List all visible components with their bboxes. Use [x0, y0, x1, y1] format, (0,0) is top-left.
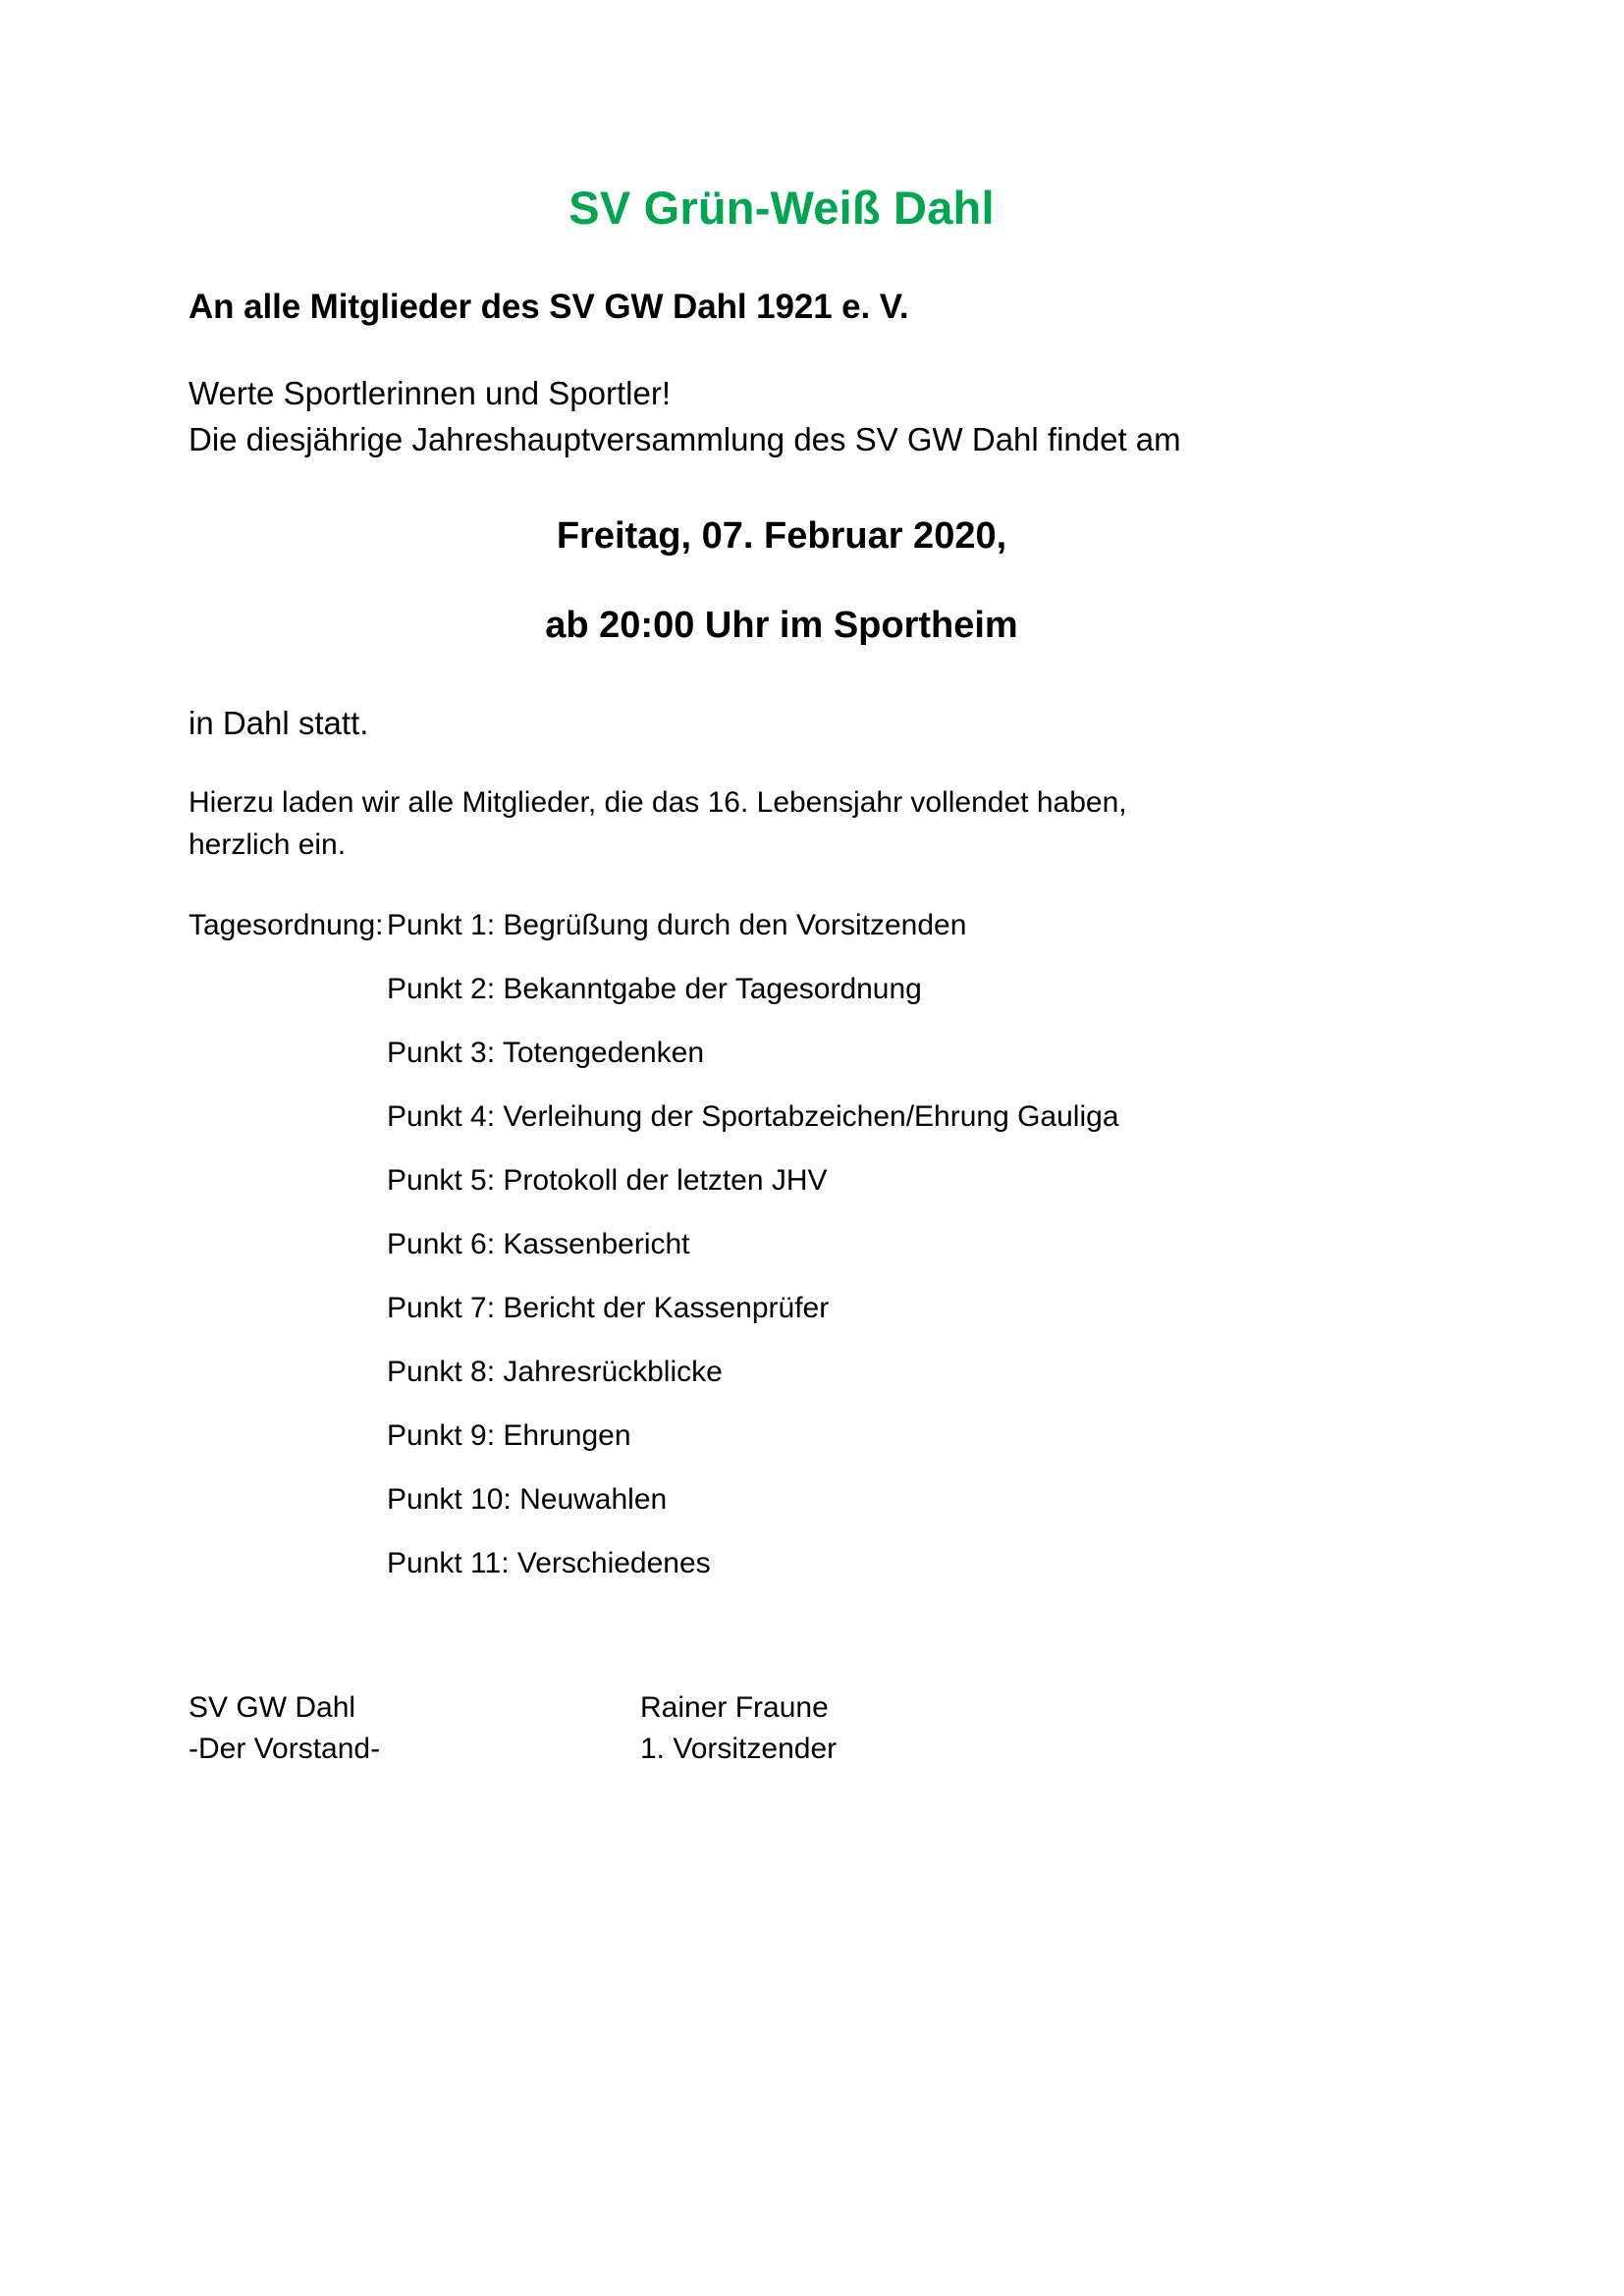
agenda-item: Punkt 11: Verschiedenes [387, 1546, 711, 1579]
invitation-line-1: Hierzu laden wir alle Mitglieder, die das 16. Lebensjahr vollendet haben, [189, 785, 1127, 819]
agenda-section [189, 867, 1435, 1581]
event-date-line: Freitag, 07. Februar 2020, [556, 514, 1007, 557]
intro-line-2: Die diesjährige Jahreshauptversammlung des SV GW Dahl findet am [189, 420, 1181, 457]
agenda-row [189, 908, 1435, 1581]
addressee-heading: An alle Mitglieder des SV GW Dahl 1921 e. V. [189, 288, 909, 327]
agenda-item: Punkt 4: Verleihung der Sportabzeichen/Ehrung Gauliga [387, 1099, 1119, 1133]
intro-line-1: Werte Sportlerinnen und Sportler! [189, 375, 671, 412]
agenda-item: Punkt 9: Ehrungen [387, 1418, 631, 1452]
agenda-item: Punkt 5: Protokoll der letzten JHV [387, 1163, 828, 1197]
signatory-role: 1. Vorsitzender [640, 1733, 838, 1766]
signature-org-role: -Der Vorstand- [189, 1733, 381, 1766]
agenda-item: Punkt 2: Bekanntgabe der Tagesordnung [387, 972, 922, 1005]
agenda-item: Punkt 1: Begrüßung durch den Vorsitzenden [387, 908, 967, 941]
event-time-line: ab 20:00 Uhr im Sportheim [545, 605, 1018, 647]
agenda-item: Punkt 10: Neuwahlen [387, 1482, 668, 1516]
agenda-item-list [387, 908, 1435, 1581]
agenda-item: Punkt 7: Bericht der Kassenprüfer [387, 1291, 830, 1324]
agenda-label: Tagesordnung: [189, 908, 384, 941]
club-title: SV Grün-Weiß Dahl [568, 182, 995, 234]
signature-left-column [189, 1687, 640, 1771]
invitation-paragraph [189, 745, 1298, 867]
intro-paragraph [189, 328, 1435, 463]
invitation-line-2: herzlich ein. [189, 828, 347, 862]
signature-org-name: SV GW Dahl [189, 1690, 356, 1724]
agenda-item: Punkt 8: Jahresrückblicke [387, 1355, 723, 1388]
agenda-item: Punkt 3: Totengedenken [387, 1036, 705, 1069]
agenda-item: Punkt 6: Kassenbericht [387, 1227, 690, 1260]
signature-right-column [640, 1687, 837, 1771]
signature-block [189, 1581, 1435, 1771]
signatory-name: Rainer Fraune [640, 1690, 829, 1724]
venue-line: in Dahl statt. [189, 704, 369, 741]
